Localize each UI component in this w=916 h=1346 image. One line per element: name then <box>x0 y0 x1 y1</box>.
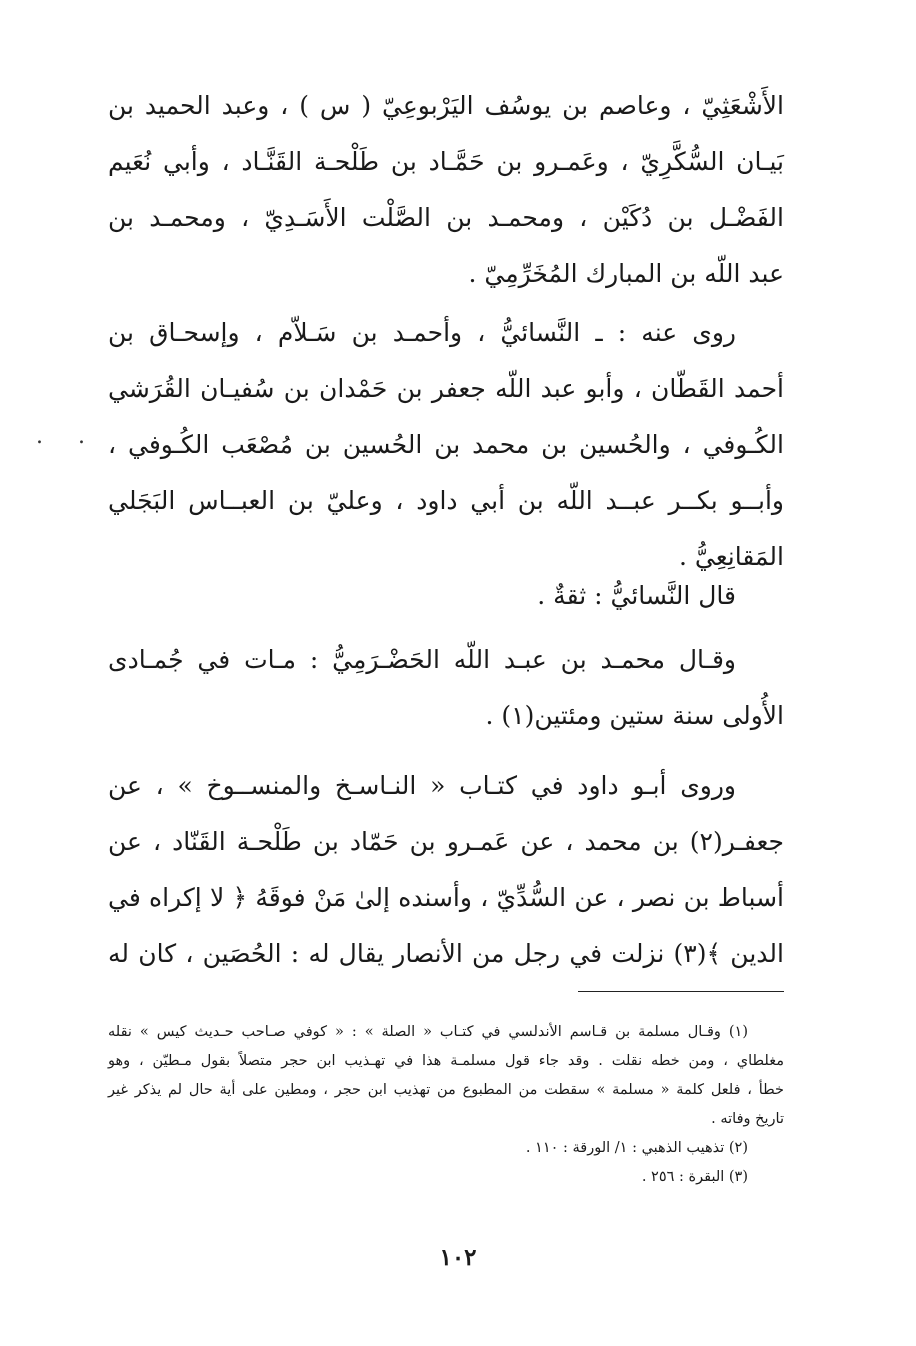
footnote-line: (٢) تذهيب الذهبي : ١/ الورقة : ١١٠ . <box>525 1140 748 1156</box>
paragraph-abu-dawud-report <box>108 758 784 982</box>
paragraph-death-date <box>108 632 784 744</box>
footnote-line: (١) وقـال مسلمة بن قـاسم الأندلسي في كتـاب « الصلة » : « كوفي صـاحب حـديث كيس » نقله <box>108 1024 748 1040</box>
text-line: الأُولى سنة ستين ومئتين(١) . <box>485 701 784 730</box>
footnote-line: خطأ ، فلعل كلمة « مسلمة » سقطت من المطبوع من تهذيب ابن حجر ، ومطين على أية حال لم يذكر غير <box>108 1082 784 1098</box>
text-line: عبد اللّه بن المبارك المُخَرِّمِيّ . <box>468 259 784 288</box>
footnote-line: مغلطاي ، ومن خطه نقلت . وقد جاء قول مسلمـة هذا في تهـذيب ابن حجر متصلاً بقول مـطيّن ، وهو <box>108 1053 784 1069</box>
page-number: ١٠٢ <box>439 1244 477 1271</box>
margin-dots: . . <box>36 424 99 449</box>
footnote-3 <box>108 1163 784 1192</box>
text-line: الكُـوفي ، والحُسين بن محمد بن الحُسين بن مُصْعَب الكُـوفي ، <box>108 430 784 459</box>
paragraph-nasai-opinion <box>108 568 784 624</box>
text-line: وقـال محمـد بن عبـد اللّه الحَضْـرَمِيُّ : مـات في جُمـادى <box>108 645 736 674</box>
text-line: المَقانِعِيُّ . <box>678 542 784 571</box>
text-line: بَيـان السُّكَّرِيّ ، وعَمـرو بن حَمَّـاد بن طَلْحـة القَنَّـاد ، وأبي نُعَيم <box>108 147 784 176</box>
footnote-2 <box>108 1134 784 1163</box>
text-line: جعفـر(٢) بن محمد ، عن عَمـرو بن حَمّاد بن طَلْحـة القَنّاد ، عن <box>108 827 784 856</box>
text-line: وروى أبـو داود في كتـاب « النـاسـخ والمنســوخ » ، عن <box>108 771 736 800</box>
text-line: أحمد القَطّان ، وأبو عبد اللّه جعفر بن حَمْدان بن سُفيـان القُرَشي <box>108 374 784 403</box>
text-line: الأَشْعَثِيّ ، وعاصم بن يوسُف اليَرْبوعِيّ ( س ) ، وعبد الحميد بن <box>108 91 784 120</box>
text-line: وأبــو بكــر عبــد اللّه بن أبي داود ، وعليّ بن العبــاس البَجَلي <box>108 486 784 515</box>
footnote-line: (٣) البقرة : ٢٥٦ . <box>641 1169 748 1185</box>
footnote-1 <box>108 1018 784 1134</box>
footnote-line: تاريخ وفاته . <box>711 1111 784 1127</box>
footnote-separator <box>578 991 784 992</box>
paragraph-students <box>108 305 784 585</box>
text-line: الدين ﴾(٣) نزلت في رجل من الأنصار يقال له : الحُصَين ، كان له <box>108 939 784 968</box>
text-line: روى عنه : ـ النَّسائيُّ ، وأحمـد بن سَـلاّم ، وإسحـاق بن <box>108 318 736 347</box>
text-line: أسباط بن نصر ، عن السُّدِّيّ ، وأسنده إلىٰ مَنْ فوقَهُ ﴿ لا إكراه في <box>108 883 784 912</box>
paragraph-teachers-continued <box>108 78 784 302</box>
text-line: قال النَّسائيُّ : ثقةٌ . <box>537 581 736 610</box>
text-line: الفَضْـل بن دُكَيْن ، ومحمـد بن الصَّلْت الأَسَـدِيّ ، ومحمـد بن <box>108 203 784 232</box>
